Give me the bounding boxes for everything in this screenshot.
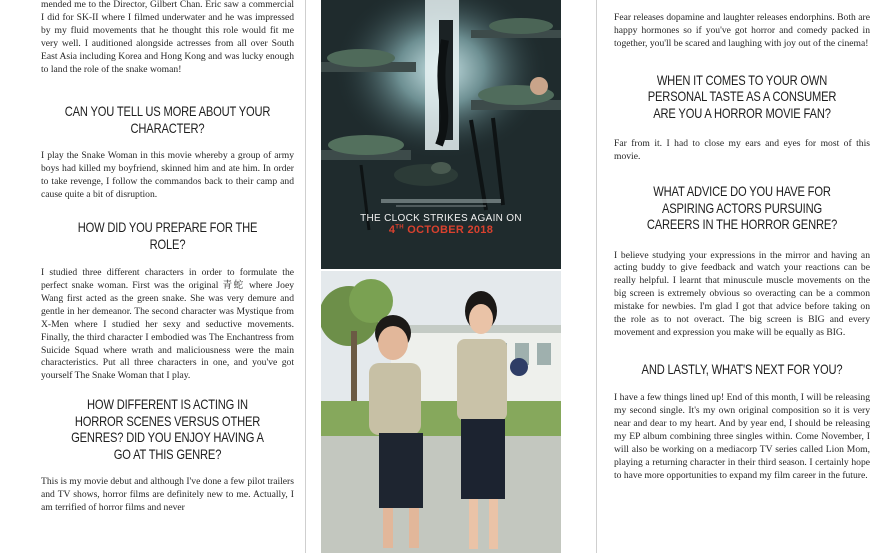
answer-whats-next: I have a few things lined up! End of this month, I will be releasing my second single. It's my own original composition so it is very near and dear to my heart. And by year end, I should be releasing my EP album combining three singles within. Come November, I will also be working on a mediacorp TV series called Lion Mom, playing a returning character in their third season. I certainly hope to have more opportunities to expand my film career in the future.	[614, 392, 870, 481]
question-heading-advice: WHAT ADVICE DO YOU HAVE FOR ASPIRING ACTORS PURSUING CAREERS IN THE HORROR GENRE?	[646, 184, 838, 233]
answer-character: I play the Snake Woman in this movie whereby a group of army boys had killed my boyfriend, skinned him and ate him. In order to take revenge, I follow the commandos back to their camp and cause quite a bit of disruption.	[41, 150, 294, 201]
movie-poster-image	[321, 0, 561, 269]
poster-date-day: 4	[388, 224, 396, 236]
column-divider-left	[305, 0, 306, 553]
poster-tagline: THE CLOCK STRIKES AGAIN ON	[360, 213, 522, 224]
poster-date-suffix: TH	[395, 224, 404, 231]
question-heading-prepare: HOW DID YOU PREPARE FOR THE ROLE?	[77, 220, 258, 252]
question-heading-whats-next: AND LASTLY, WHAT'S NEXT FOR YOU?	[641, 361, 843, 377]
question-heading-horror-acting: HOW DIFFERENT IS ACTING IN HORROR SCENES VERSUS OTHER GENRES? DID YOU ENJOY HAVING A GO AT THIS GENRE?	[71, 397, 264, 462]
poster-release-date	[321, 224, 561, 236]
right-column	[614, 0, 870, 483]
answer-horror-fan: Far from it. I had to close my ears and eyes for most of this movie.	[614, 138, 870, 163]
question-heading-character: CAN YOU TELL US MORE ABOUT YOUR CHARACTER?	[64, 104, 271, 136]
poster-date-rest: OCTOBER 2018	[407, 224, 494, 236]
intro-paragraph-right: Fear releases dopamine and laughter releases endorphins. Both are happy hormones so if you've got horror and comedy packed in together, you'll be scared and laughing with joy out of the cinema!	[614, 12, 870, 49]
answer-prepare: I studied three different characters in order to formulate the perfect snake woman. First was the original 青蛇 where Joey Wang first acted as the green snake. She was very demure and gentle in her demeanor. The second character was Mystique from X-Men where I studied her sexy and seductive movements. Finally, the third character I embodied was The Enchantress from Suicide Squad where wrath and maliciousness were the main characteristics. Put all three characters in one, and you've got yourself The Snake Woman that I play.	[41, 267, 294, 382]
cast-photo-image	[321, 271, 561, 553]
cast-photo-scene	[321, 271, 561, 553]
column-divider-right	[596, 0, 597, 553]
answer-horror-acting: This is my movie debut and although I've done a few pilot trailers and TV shows, horror films are definitely new to me. Actually, I am terrified of horror films and never	[41, 476, 294, 514]
intro-paragraph-left: mended me to the Director, Gilbert Chan. Eric saw a commercial I did for SK-II where I filmed underwater and he was impressed by my fluid movements that he thought this role would fit me very well. I auditioned alongside actresses from all over South East Asia including Korea and Hong Kong and was lucky enough to land the role of the snake woman!	[41, 0, 294, 75]
answer-advice: I believe studying your expressions in the mirror and having an acting buddy to give feedback and watch your reactions can be really helpful. I learnt that minuscule muscle movements on the big screen is extremely obvious so overacting can be a common mistake for newbies. I'm glad I got that advice before taking on the role as to not overact. The big screen is BIG and every movement and expression you make will be equally as BIG.	[614, 249, 870, 338]
question-heading-horror-fan: WHEN IT COMES TO YOUR OWN PERSONAL TASTE AS A CONSUMER ARE YOU A HORROR MOVIE FAN?	[647, 72, 837, 121]
left-column	[41, 0, 294, 515]
